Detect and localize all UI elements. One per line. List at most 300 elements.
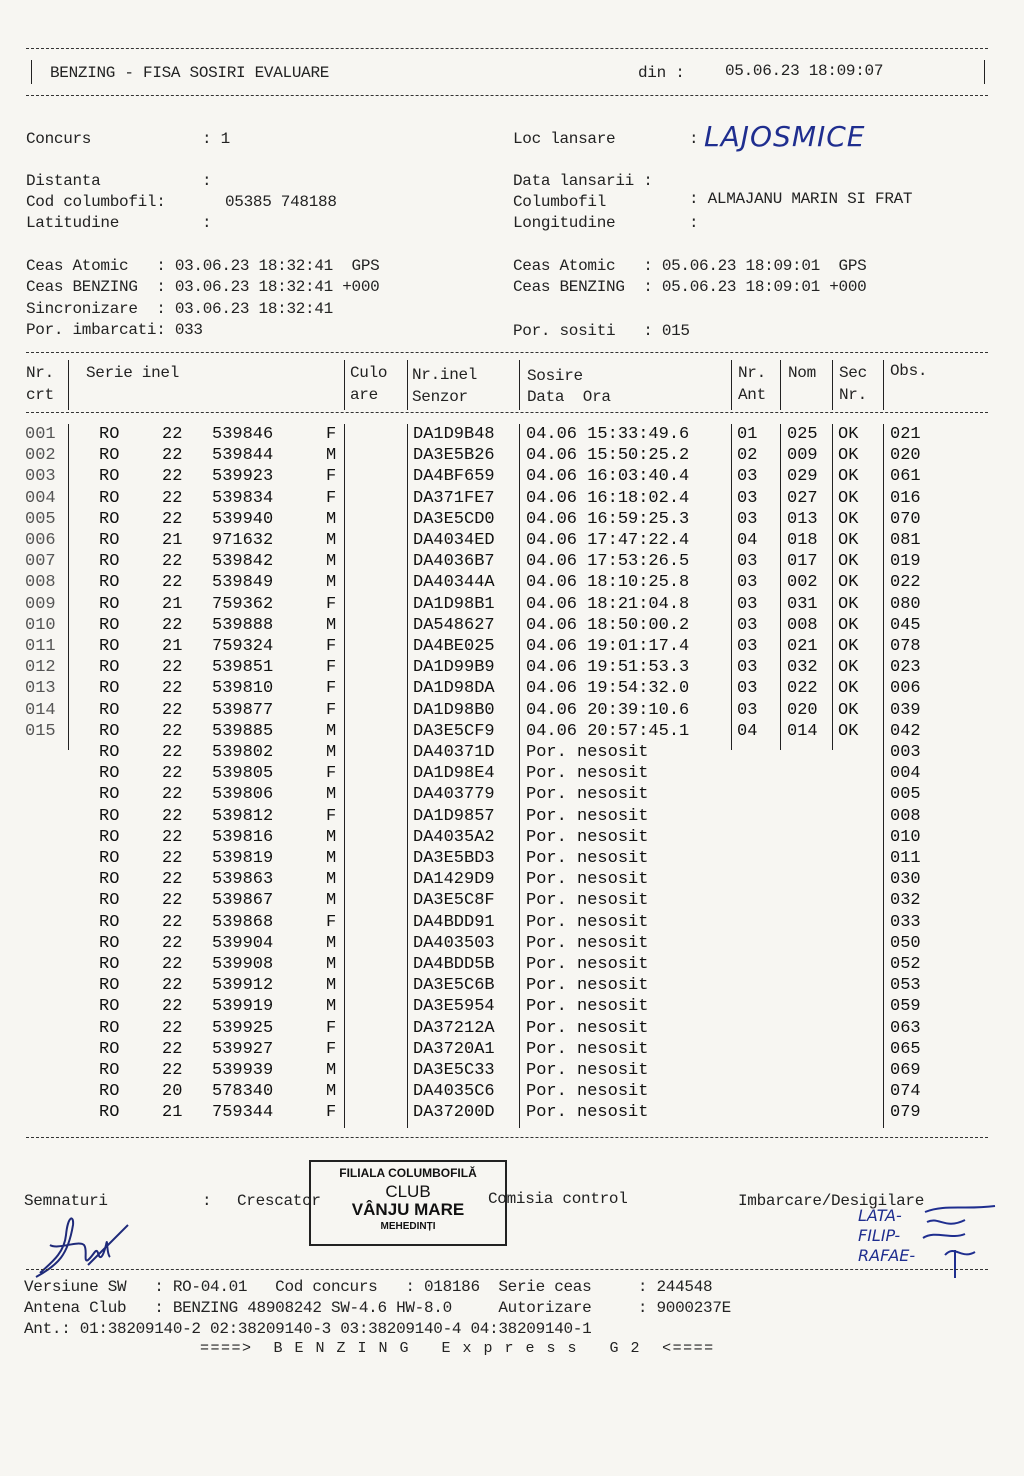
row-obs: 080 (890, 594, 921, 614)
table-row (0, 1103, 1024, 1124)
row-sex: F (326, 637, 337, 656)
table-row (0, 701, 1024, 722)
row-arrival: Por. nesosit (526, 1103, 649, 1123)
row-year: 22 (162, 912, 183, 932)
row-sec: OK (838, 531, 859, 550)
row-arrival: 04.06 16:03:40.4 (526, 467, 690, 487)
row-sensor-id: DA3E5CF9 (413, 721, 495, 741)
row-country: RO (99, 679, 120, 699)
row-ring-number: 539810 (212, 679, 274, 699)
row-ring-number: 971632 (212, 531, 274, 550)
row-obs: 059 (890, 997, 921, 1017)
table-row (0, 531, 1024, 552)
header-border-top (26, 48, 988, 49)
row-sensor-id: DA4034ED (413, 531, 495, 550)
row-year: 22 (162, 1039, 183, 1059)
report-date-label: din : (638, 64, 685, 82)
comisia-control-label: Comisia control (488, 1190, 628, 1208)
row-sec: OK (838, 467, 859, 487)
row-sec: OK (838, 509, 859, 529)
row-nom: 002 (787, 573, 818, 593)
row-sex: F (326, 658, 337, 678)
row-arrival: Por. nesosit (526, 1082, 649, 1102)
row-sensor-id: DA1D98E4 (413, 764, 495, 784)
row-sex: M (326, 509, 337, 529)
row-country: RO (99, 467, 120, 487)
row-country: RO (99, 488, 120, 508)
row-ring-number: 539816 (212, 827, 274, 847)
row-sex: F (326, 806, 337, 826)
col-sec-header-2: Nr. (839, 386, 867, 404)
row-country: RO (99, 446, 120, 466)
semnaturi-colon: : (202, 1192, 212, 1210)
row-number: 006 (25, 531, 56, 550)
table-row (0, 785, 1024, 806)
row-arrival: Por. nesosit (526, 849, 649, 868)
row-year: 21 (162, 594, 183, 614)
col-nr-header: Nr. (26, 364, 54, 382)
row-obs: 032 (890, 891, 921, 911)
table-row (0, 807, 1024, 828)
row-obs: 050 (890, 933, 921, 953)
row-obs: 063 (890, 1018, 921, 1038)
row-sec: OK (838, 552, 859, 572)
col-divider (883, 360, 884, 410)
row-country: RO (99, 806, 120, 826)
row-arrival: Por. nesosit (526, 933, 649, 953)
row-sec: OK (838, 425, 859, 444)
row-sex: F (326, 594, 337, 614)
table-row (0, 467, 1024, 488)
row-country: RO (99, 743, 120, 762)
row-sex: M (326, 552, 337, 572)
row-arrival: Por. nesosit (526, 806, 649, 826)
footer-antennas: Ant.: 01:38209140-2 02:38209140-3 03:38209140-4 04:38209140-1 (24, 1320, 592, 1338)
row-sex: M (326, 1082, 337, 1102)
row-number: 005 (25, 509, 56, 529)
table-row (0, 446, 1024, 467)
row-nom: 031 (787, 594, 818, 614)
footer-brand: ====> B E N Z I N G E x p r e s s G 2 <==== (200, 1340, 715, 1357)
row-sec: OK (838, 658, 859, 678)
row-country: RO (99, 658, 120, 678)
row-antenna: 02 (737, 446, 758, 466)
row-sex: M (326, 785, 337, 805)
row-ring-number: 539923 (212, 467, 274, 487)
row-ring-number: 759362 (212, 594, 274, 614)
row-country: RO (99, 955, 120, 974)
table-row (0, 679, 1024, 700)
row-country: RO (99, 637, 120, 656)
row-sensor-id: DA4BDD5B (413, 955, 495, 974)
concurs-label: Concurs (26, 130, 92, 148)
row-arrival: Por. nesosit (526, 764, 649, 784)
row-year: 22 (162, 488, 183, 508)
col-divider (832, 360, 833, 410)
row-sex: M (326, 849, 337, 868)
row-arrival: 04.06 16:59:25.3 (526, 509, 690, 529)
report-date-value: 05.06.23 18:09:07 (725, 62, 884, 80)
row-obs: 005 (890, 785, 921, 805)
col-divider (519, 360, 520, 410)
col-sosire-header: Sosire (527, 367, 583, 385)
row-ring-number: 539819 (212, 849, 274, 868)
row-year: 22 (162, 552, 183, 572)
row-year: 22 (162, 806, 183, 826)
row-antenna: 03 (737, 552, 758, 572)
row-ring-number: 539940 (212, 509, 274, 529)
table-row (0, 828, 1024, 849)
row-number: 008 (25, 573, 56, 593)
row-obs: 010 (890, 827, 921, 847)
row-antenna: 03 (737, 679, 758, 699)
row-sex: M (326, 976, 337, 996)
row-nom: 009 (787, 446, 818, 466)
row-sex: M (326, 933, 337, 953)
row-obs: 069 (890, 1061, 921, 1080)
col-divider (731, 360, 732, 410)
row-year: 21 (162, 1103, 183, 1123)
row-number: 003 (25, 467, 56, 487)
table-row (0, 743, 1024, 764)
row-year: 22 (162, 870, 183, 890)
row-obs: 079 (890, 1103, 921, 1123)
row-ring-number: 539925 (212, 1018, 274, 1038)
table-row (0, 764, 1024, 785)
longitudine-value: : (689, 214, 699, 232)
table-row (0, 849, 1024, 870)
row-year: 21 (162, 531, 183, 550)
col-sosire-header-2: Data Ora (527, 388, 611, 406)
row-country: RO (99, 870, 120, 890)
row-nom: 029 (787, 467, 818, 487)
columbofil-value: : ALMAJANU MARIN SI FRAT (689, 190, 913, 208)
row-arrival: Por. nesosit (526, 997, 649, 1017)
row-sex: M (326, 870, 337, 890)
concurs-value: : 1 (202, 130, 230, 148)
longitudine-label: Longitudine (513, 214, 616, 232)
row-number: 013 (25, 679, 56, 699)
row-obs: 033 (890, 912, 921, 932)
row-arrival: 04.06 19:51:53.3 (526, 658, 690, 678)
row-obs: 023 (890, 658, 921, 678)
table-header-border-top (26, 352, 988, 353)
row-arrival: Por. nesosit (526, 743, 649, 762)
row-year: 22 (162, 976, 183, 996)
row-obs: 020 (890, 446, 921, 466)
row-ring-number: 539849 (212, 573, 274, 593)
handwritten-name-2: FILIP- (858, 1226, 901, 1245)
row-antenna: 03 (737, 658, 758, 678)
row-obs: 019 (890, 552, 921, 572)
row-year: 22 (162, 658, 183, 678)
row-year: 22 (162, 997, 183, 1017)
row-country: RO (99, 1018, 120, 1038)
columbofil-label: Columbofil (513, 193, 607, 211)
row-ring-number: 539939 (212, 1061, 274, 1080)
row-sensor-id: DA4BF659 (413, 467, 495, 487)
row-obs: 081 (890, 531, 921, 550)
stamp-line-3: VÂNJU MARE (351, 1200, 465, 1219)
col-divider (68, 360, 69, 410)
row-arrival: Por. nesosit (526, 870, 649, 890)
row-sec: OK (838, 615, 859, 635)
footer-versiune: Versiune SW : RO-04.01 Cod concurs : 018186 Serie ceas : 244548 (24, 1278, 713, 1296)
row-antenna: 01 (737, 425, 758, 444)
row-nom: 013 (787, 509, 818, 529)
crescator-label: Crescator (237, 1192, 321, 1210)
footer-antena: Antena Club : BENZING 48908242 SW-4.6 HW-8.0 Autorizare : 9000237E (24, 1299, 731, 1317)
row-country: RO (99, 933, 120, 953)
row-arrival: 04.06 16:18:02.4 (526, 488, 690, 508)
row-number: 011 (25, 637, 56, 656)
table-row (0, 870, 1024, 891)
row-sensor-id: DA37212A (413, 1018, 495, 1038)
row-sex: M (326, 446, 337, 466)
handwritten-name-3: RAFAE- (858, 1246, 916, 1265)
row-arrival: Por. nesosit (526, 891, 649, 911)
table-row (0, 913, 1024, 934)
table-row (0, 955, 1024, 976)
table-row (0, 1040, 1024, 1061)
row-sex: M (326, 743, 337, 762)
distanta-label: Distanta (26, 172, 101, 190)
row-country: RO (99, 1061, 120, 1080)
table-row (0, 425, 1024, 446)
row-sec: OK (838, 488, 859, 508)
row-ring-number: 539834 (212, 488, 274, 508)
row-obs: 070 (890, 509, 921, 529)
row-obs: 021 (890, 425, 921, 444)
row-country: RO (99, 976, 120, 996)
row-ring-number: 539919 (212, 997, 274, 1017)
row-year: 22 (162, 700, 183, 720)
row-nom: 008 (787, 615, 818, 635)
row-obs: 053 (890, 976, 921, 996)
row-ring-number: 539842 (212, 552, 274, 572)
row-ring-number: 539868 (212, 912, 274, 932)
col-ant-header-2: Ant (738, 386, 766, 404)
row-year: 22 (162, 764, 183, 784)
row-sec: OK (838, 679, 859, 699)
row-year: 22 (162, 721, 183, 741)
table-row (0, 573, 1024, 594)
table-row (0, 997, 1024, 1018)
col-serie-header: Serie inel (86, 364, 180, 382)
cod-columbofil-value: 05385 748188 (225, 193, 337, 211)
row-country: RO (99, 573, 120, 593)
row-arrival: 04.06 20:57:45.1 (526, 721, 690, 741)
col-culoare-header: Culo (350, 364, 388, 382)
row-year: 22 (162, 891, 183, 911)
row-country: RO (99, 509, 120, 529)
row-arrival: 04.06 18:10:25.8 (526, 573, 690, 593)
row-country: RO (99, 615, 120, 635)
col-nom-header: Nom (788, 364, 816, 382)
row-year: 22 (162, 467, 183, 487)
row-arrival: Por. nesosit (526, 955, 649, 974)
row-obs: 006 (890, 679, 921, 699)
row-nom: 018 (787, 531, 818, 550)
row-arrival: 04.06 17:47:22.4 (526, 531, 690, 550)
row-year: 22 (162, 573, 183, 593)
row-antenna: 03 (737, 509, 758, 529)
row-sensor-id: DA1429D9 (413, 870, 495, 890)
row-country: RO (99, 912, 120, 932)
row-obs: 042 (890, 721, 921, 741)
row-sensor-id: DA1D99B9 (413, 658, 495, 678)
row-antenna: 03 (737, 488, 758, 508)
stamp-line-4: MEHEDINȚI (380, 1221, 436, 1232)
row-ring-number: 539877 (212, 700, 274, 720)
row-obs: 016 (890, 488, 921, 508)
row-obs: 022 (890, 573, 921, 593)
row-sec: OK (838, 700, 859, 720)
row-sex: F (326, 679, 337, 699)
row-antenna: 03 (737, 573, 758, 593)
semnaturi-label: Semnaturi (24, 1192, 108, 1210)
row-ring-number: 539802 (212, 743, 274, 762)
row-country: RO (99, 1039, 120, 1059)
row-year: 22 (162, 955, 183, 974)
row-sec: OK (838, 637, 859, 656)
row-arrival: 04.06 17:53:26.5 (526, 552, 690, 572)
row-sensor-id: DA403503 (413, 933, 495, 953)
row-antenna: 03 (737, 700, 758, 720)
row-antenna: 03 (737, 637, 758, 656)
row-arrival: Por. nesosit (526, 976, 649, 996)
col-divider (344, 360, 345, 410)
row-nom: 032 (787, 658, 818, 678)
table-row (0, 934, 1024, 955)
row-arrival: Por. nesosit (526, 827, 649, 847)
row-country: RO (99, 1103, 120, 1123)
row-nom: 022 (787, 679, 818, 699)
porumbei-imbarcati: Por. imbarcati: 033 (26, 321, 203, 339)
row-sex: F (326, 1018, 337, 1038)
row-sex: M (326, 531, 337, 550)
table-row (0, 552, 1024, 573)
table-border-bottom (26, 1137, 988, 1138)
ceas-atomic-start: Ceas Atomic : 03.06.23 18:32:41 GPS (26, 257, 380, 275)
row-sex: F (326, 700, 337, 720)
row-sensor-id: DA371FE7 (413, 488, 495, 508)
loc-lansare-handwritten: LAJOSMICE (704, 120, 866, 153)
row-arrival: Por. nesosit (526, 785, 649, 805)
col-sec-header: Sec (839, 364, 867, 382)
crescator-signature-icon (28, 1205, 138, 1285)
row-ring-number: 539927 (212, 1039, 274, 1059)
row-sensor-id: DA1D98B1 (413, 594, 495, 614)
row-number: 007 (25, 552, 56, 572)
row-year: 22 (162, 679, 183, 699)
table-row (0, 1019, 1024, 1040)
stamp-line-1: FILIALA COLUMBOFILĂ (339, 1166, 477, 1180)
table-row (0, 489, 1024, 510)
row-sensor-id: DA1D9857 (413, 806, 495, 826)
row-sensor-id: DA3E5C6B (413, 976, 495, 996)
row-ring-number: 539888 (212, 615, 274, 635)
row-year: 22 (162, 743, 183, 762)
row-number: 015 (25, 721, 56, 741)
row-number: 012 (25, 658, 56, 678)
row-ring-number: 539885 (212, 721, 274, 741)
row-sec: OK (838, 721, 859, 741)
row-year: 20 (162, 1082, 183, 1102)
row-country: RO (99, 827, 120, 847)
row-sensor-id: DA4035A2 (413, 827, 495, 847)
row-nom: 020 (787, 700, 818, 720)
table-row (0, 891, 1024, 912)
ceas-atomic-end: Ceas Atomic : 05.06.23 18:09:01 GPS (513, 257, 867, 275)
row-obs: 003 (890, 743, 921, 762)
row-year: 22 (162, 933, 183, 953)
col-ant-header: Nr. (738, 364, 766, 382)
ceas-benzing-end: Ceas BENZING : 05.06.23 18:09:01 +000 (513, 278, 867, 296)
sincronizare: Sincronizare : 03.06.23 18:32:41 (26, 300, 333, 318)
header-border-right (984, 60, 985, 84)
row-country: RO (99, 531, 120, 550)
row-arrival: 04.06 19:01:17.4 (526, 637, 690, 656)
row-arrival: 04.06 20:39:10.6 (526, 700, 690, 720)
row-year: 22 (162, 509, 183, 529)
row-sex: F (326, 488, 337, 508)
row-ring-number: 539867 (212, 891, 274, 911)
row-country: RO (99, 849, 120, 868)
row-ring-number: 539844 (212, 446, 274, 466)
latitudine-label: Latitudine (26, 214, 120, 232)
loc-lansare-label: Loc lansare (513, 130, 616, 148)
row-arrival: Por. nesosit (526, 912, 649, 932)
cod-columbofil-label: Cod columbofil: (26, 193, 166, 211)
row-sex: M (326, 997, 337, 1017)
row-ring-number: 759344 (212, 1103, 274, 1123)
row-year: 22 (162, 1018, 183, 1038)
row-sec: OK (838, 594, 859, 614)
row-country: RO (99, 700, 120, 720)
row-obs: 030 (890, 870, 921, 890)
row-sex: M (326, 721, 337, 741)
col-senzor-header: Nr.inel (412, 366, 478, 384)
row-sensor-id: DA4BE025 (413, 637, 495, 656)
row-nom: 025 (787, 425, 818, 444)
row-country: RO (99, 785, 120, 805)
row-sex: F (326, 1039, 337, 1059)
table-row (0, 595, 1024, 616)
row-sensor-id: DA3E5B26 (413, 446, 495, 466)
col-culoare-header-2: are (350, 386, 378, 404)
row-sex: F (326, 912, 337, 932)
row-arrival: 04.06 19:54:32.0 (526, 679, 690, 699)
row-year: 21 (162, 637, 183, 656)
row-nom: 021 (787, 637, 818, 656)
table-row (0, 637, 1024, 658)
row-sex: F (326, 764, 337, 784)
header-border-left (31, 60, 32, 84)
stamp-line-2: CLUB (385, 1182, 431, 1201)
row-antenna: 03 (737, 615, 758, 635)
row-sensor-id: DA1D98B0 (413, 700, 495, 720)
row-year: 22 (162, 446, 183, 466)
row-antenna: 04 (737, 531, 758, 550)
commission-signatures-icon (915, 1200, 1010, 1280)
row-sensor-id: DA3E5C33 (413, 1061, 495, 1080)
row-sensor-id: DA37200D (413, 1103, 495, 1123)
row-number: 001 (25, 425, 56, 444)
row-arrival: Por. nesosit (526, 1061, 649, 1080)
porumbei-sositi: Por. sositi : 015 (513, 322, 690, 340)
col-nr-header-2: crt (26, 386, 54, 404)
